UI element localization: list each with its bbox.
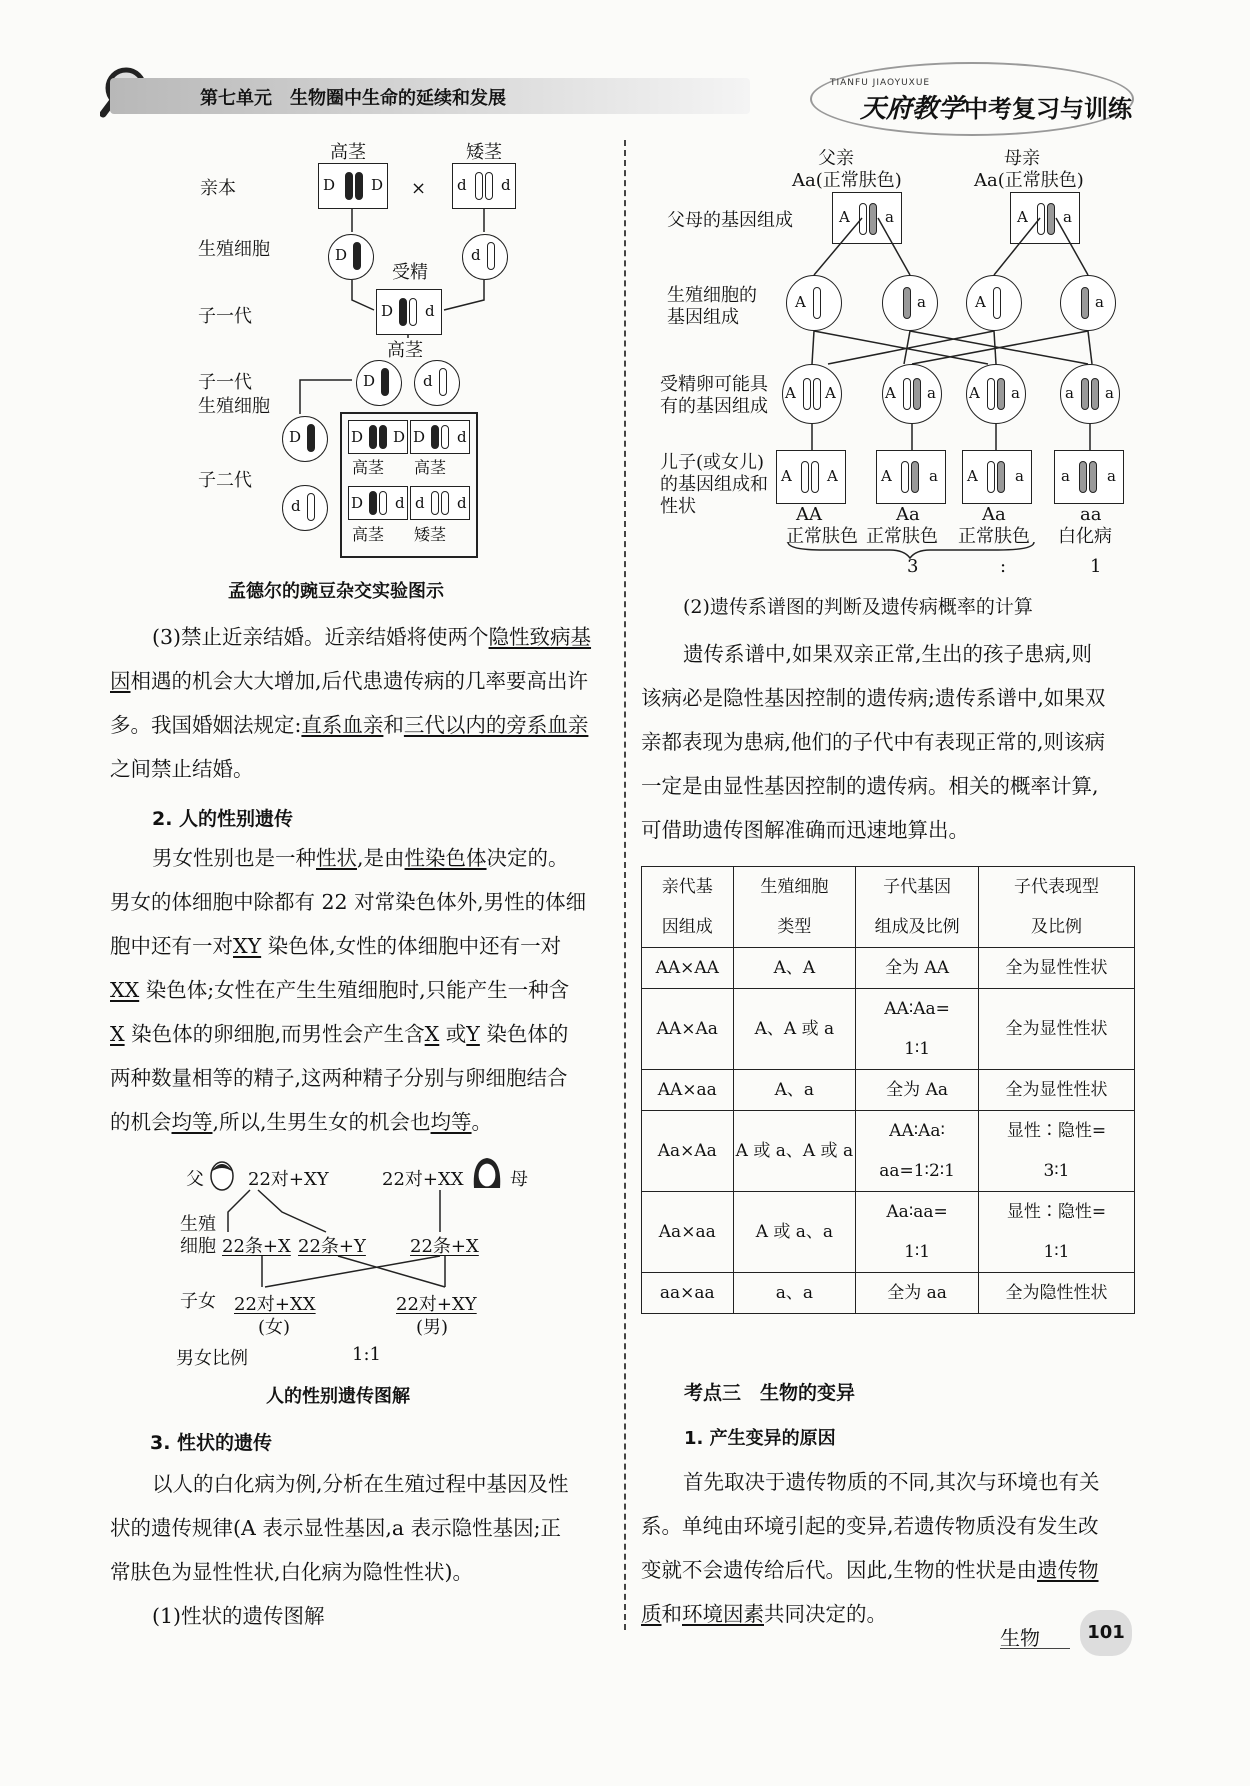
cell-line: 1∶1 [1043, 1242, 1070, 1262]
cell-line: 全为显性性状 [1005, 1080, 1108, 1100]
table-cell [856, 867, 979, 948]
gamete-A-1: A [786, 275, 842, 331]
f1-gamete-D: D [356, 360, 402, 406]
row-label-offspring-2: 的基因组成和 [660, 474, 768, 495]
offspring-Aa-1: A a [876, 450, 946, 504]
parent-short-cell: d d [452, 163, 516, 209]
ratio-colon: : [1000, 556, 1007, 577]
cell-line: AA×AA [655, 958, 719, 978]
table-cell [856, 1273, 979, 1314]
cell-line: Aa×Aa [657, 1141, 717, 1161]
label-mother: 母亲 [1004, 148, 1040, 169]
cell-line: aa=1∶2∶1 [879, 1161, 955, 1181]
table-row [642, 1070, 1135, 1111]
heading-trait-inheritance: 3. 性状的遗传 [150, 1432, 273, 1454]
f1-gamete-d: d [414, 360, 460, 406]
child-female: 22对+XX [234, 1294, 316, 1315]
table-cell [642, 1111, 734, 1192]
f2-tall-2: 高茎 [414, 458, 447, 477]
cell-line: 及比例 [1030, 917, 1082, 937]
genotype-table [641, 866, 1135, 1314]
label-f1-tall: 高茎 [387, 340, 423, 361]
cell-line: 类型 [777, 917, 812, 937]
zygote-Aa-1: A a [882, 364, 942, 424]
table-cell [978, 948, 1134, 989]
cell-line: 全为 AA [885, 958, 950, 978]
cell-line: 亲代基 [661, 877, 713, 897]
page-number: 101 [1080, 1610, 1132, 1656]
cell-line: A 或 a、A 或 a [735, 1141, 854, 1161]
table-row [642, 1111, 1135, 1192]
label-parent: 亲本 [200, 178, 236, 199]
cell-line: 因组成 [661, 917, 713, 937]
father-cell: A a [832, 192, 902, 244]
label-gamete: 生殖细胞 [198, 239, 270, 260]
table-row [642, 1192, 1135, 1273]
pheno-normal-3: 正常肤色 [958, 526, 1030, 547]
geno-aa: aa [1080, 504, 1102, 525]
label-fertilize: 受精 [392, 262, 428, 283]
label-tall: 高茎 [330, 142, 366, 163]
child-male-sex: (男) [416, 1317, 449, 1338]
cell-line: AA∶Aa= [884, 999, 950, 1019]
cell-line: AA×Aa [656, 1019, 718, 1039]
cell-line: AA×aa [657, 1080, 717, 1100]
cell-line: 3∶1 [1043, 1161, 1070, 1181]
gamete-mother-X: 22条+X [410, 1236, 479, 1257]
table-cell [642, 1273, 734, 1314]
label-children: 子女 [180, 1291, 216, 1312]
table-cell [978, 1273, 1134, 1314]
f2-gamete-d: d [282, 485, 328, 531]
label-sex-ratio: 男女比例 [176, 1348, 248, 1369]
table-cell [978, 867, 1134, 948]
table-cell [733, 948, 856, 989]
table-cell [978, 1070, 1134, 1111]
ratio-right: 1 [1090, 556, 1102, 577]
table-cell [733, 1070, 856, 1111]
table-cell [642, 867, 734, 948]
geno-Aa-1: Aa [896, 504, 920, 525]
heading-pedigree: (2)遗传系谱图的判断及遗传病概率的计算 [683, 596, 1033, 618]
para-albinism-intro: 以人的白化病为例,分析在生殖过程中基因及性 状的遗传规律(A 表示显性基因,a 表示隐性基因;正 常肤色为显性性状,白化病为隐性性状)。 (1)性状的遗传图解 [110, 1472, 569, 1628]
row-label-gametes-1: 生殖细胞的 [667, 285, 757, 306]
cell-line: 1∶1 [904, 1242, 931, 1262]
albinism-lines [624, 0, 1250, 600]
cell-line: 1∶1 [904, 1039, 931, 1059]
f2-cell-Dd-2: D d [348, 486, 408, 520]
zygote-AA: A A [782, 364, 842, 424]
cell-line: 全为显性性状 [1005, 1019, 1108, 1039]
cell-line: Aa×aa [658, 1222, 716, 1242]
f2-gamete-D: D [282, 416, 328, 462]
pheno-normal-1: 正常肤色 [786, 526, 858, 547]
cell-line: aa×aa [659, 1283, 715, 1303]
mendel-caption: 孟德尔的豌豆杂交实验图示 [228, 581, 444, 602]
cell-line: A、a [774, 1080, 815, 1100]
offspring-AA: A A [776, 450, 846, 504]
table-row [642, 989, 1135, 1070]
cell-line: 子代基因 [883, 877, 952, 897]
footer-subject: 生物 [1000, 1626, 1040, 1650]
table-cell [733, 1273, 856, 1314]
table-cell [642, 1192, 734, 1273]
mother-genotype: Aa(正常肤色) [974, 170, 1084, 191]
gamete-D: D [328, 234, 374, 280]
father-genotype: 22对+XY [248, 1169, 329, 1190]
table-cell [856, 1192, 979, 1273]
cross-sign: × [411, 178, 427, 199]
label-gamete-2: 细胞 [180, 1236, 216, 1257]
label-f1-gamete-2: 生殖细胞 [198, 396, 270, 417]
table-cell [733, 867, 856, 948]
gamete-a-1: a [882, 275, 938, 331]
geno-Aa-2: Aa [982, 504, 1006, 525]
label-father: 父 [186, 1169, 204, 1190]
cell-line: 全为显性性状 [1005, 958, 1108, 978]
cell-line: 显性∶隐性= [1006, 1121, 1107, 1141]
parent-tall-cell: D D [318, 163, 388, 209]
cell-line: 显性∶隐性= [1006, 1202, 1107, 1222]
label-gamete-1: 生殖 [180, 1214, 216, 1235]
offspring-Aa-2: A a [962, 450, 1032, 504]
label-f2: 子二代 [198, 470, 252, 491]
table-cell [856, 948, 979, 989]
table-cell [978, 1111, 1134, 1192]
row-label-zygote-1: 受精卵可能具 [660, 374, 768, 395]
brand-subtitle: TIANFU JIAOYUXUE [830, 78, 931, 88]
f2-tall-3: 高茎 [352, 525, 385, 544]
gamete-father-Y: 22条+Y [298, 1236, 366, 1257]
table-row [642, 948, 1135, 989]
table-header-row [642, 867, 1135, 948]
sex-ratio: 1:1 [352, 1344, 381, 1365]
heading-variation-cause: 1. 产生变异的原因 [684, 1428, 836, 1449]
zygote-aa: a a [1060, 364, 1120, 424]
child-female-sex: (女) [258, 1317, 291, 1338]
sex-diagram-caption: 人的性别遗传图解 [266, 1386, 410, 1407]
table-cell [642, 1070, 734, 1111]
table-cell [856, 1111, 979, 1192]
zygote-Aa-2: A a [966, 364, 1026, 424]
gamete-a-2: a [1060, 275, 1116, 331]
brand-logo: 天府教学中考复习与训练 [860, 94, 1133, 124]
f2-short: 矮茎 [414, 525, 447, 544]
table-cell [978, 989, 1134, 1070]
geno-AA: AA [796, 504, 822, 525]
cell-line: 全为隐性性状 [1005, 1283, 1108, 1303]
sex-diagram-lines [0, 0, 624, 1400]
label-father: 父亲 [818, 148, 854, 169]
para-consanguinity: (3)禁止近亲结婚。近亲结婚将使两个隐性致病基 因相遇的机会大大增加,后代患遗传病的几率要高出许 多。我国婚姻法规定:直系血亲和三代以内的旁系血亲 之间禁止结婚。 [110, 625, 592, 781]
table-cell [642, 948, 734, 989]
label-f1: 子一代 [198, 306, 252, 327]
label-short: 矮茎 [466, 142, 502, 163]
mother-cell: A a [1010, 192, 1080, 244]
cell-line: 全为 aa [887, 1283, 947, 1303]
table-cell [733, 1111, 856, 1192]
table-cell [978, 1192, 1134, 1273]
cell-line: 生殖细胞 [760, 877, 829, 897]
f2-tall-1: 高茎 [352, 458, 385, 477]
cell-line: A 或 a、a [755, 1222, 834, 1242]
f1-cell: D d [376, 289, 442, 335]
para-variation: 首先取决于遗传物质的不同,其次与环境也有关 系。单纯由环境引起的变异,若遗传物质没有发生改 变就不会遗传给后代。因此,生物的性状是由遗传物 质和环境因素共同决定的。 [641, 1470, 1100, 1626]
cell-line: AA∶Aa∶ [889, 1121, 945, 1141]
row-label-offspring-3: 性状 [660, 496, 696, 517]
cell-line: 全为 Aa [886, 1080, 948, 1100]
father-genotype: Aa(正常肤色) [792, 170, 902, 191]
para-sex-inheritance: 男女性别也是一种性状,是由性染色体决定的。 男女的体细胞中除都有 22 对常染色体外,男性的体细 胞中还有一对XY 染色体,女性的体细胞中还有一对 XX 染色体;女性在产生生殖细胞时,只能产生一种含 X 染色体的卵细胞,而男性会产生含X 或Y 染色体的 两种数量相等的精子,这两种精子分别与卵细胞结合 的机会均等,所以,生男生女的机会也均等。 [110, 846, 587, 1134]
pheno-normal-2: 正常肤色 [866, 526, 938, 547]
row-label-parents: 父母的基因组成 [667, 210, 793, 231]
cell-line: A、A 或 a [754, 1019, 835, 1039]
table-cell [856, 989, 979, 1070]
gamete-d: d [462, 234, 508, 280]
cell-line: 子代表现型 [1013, 877, 1099, 897]
table-cell [733, 989, 856, 1070]
table-cell [642, 989, 734, 1070]
offspring-aa: a a [1054, 450, 1124, 504]
f2-cell-dd: d d [410, 486, 470, 520]
row-label-offspring-1: 儿子(或女儿) [660, 452, 765, 473]
cell-line: Aa∶aa= [886, 1202, 948, 1222]
unit-title: 第七单元 生物圈中生命的延续和发展 [200, 88, 506, 109]
label-mother: 母 [510, 1169, 528, 1190]
ratio-left: 3 [907, 556, 919, 577]
pheno-albino: 白化病 [1058, 526, 1112, 547]
table-cell [856, 1070, 979, 1111]
cell-line: A、A [773, 958, 816, 978]
heading-variation: 考点三 生物的变异 [684, 1382, 856, 1404]
gamete-A-2: A [966, 275, 1022, 331]
row-label-gametes-2: 基因组成 [667, 307, 739, 328]
child-male: 22对+XY [396, 1294, 477, 1315]
para-pedigree: 遗传系谱中,如果双亲正常,生出的孩子患病,则 该病必是隐性基因控制的遗传病;遗传系谱中,如果双 亲都表现为患病,他们的子代中有表现正常的,则该病 一定是由显性基因控制的遗传病。相关的概率计算, 可借助遗传图解准确而迅速地算出。 [641, 642, 1106, 842]
f2-cell-Dd-1: D d [410, 420, 470, 454]
row-label-zygote-2: 有的基因组成 [660, 396, 768, 417]
mother-genotype: 22对+XX [382, 1169, 464, 1190]
table-cell [733, 1192, 856, 1273]
cell-line: 组成及比例 [874, 917, 960, 937]
gamete-father-X: 22条+X [222, 1236, 291, 1257]
label-f1-gamete-1: 子一代 [198, 372, 252, 393]
f2-cell-DD: D D [348, 420, 408, 454]
heading-sex-inheritance: 2. 人的性别遗传 [152, 808, 294, 830]
table-row [642, 1273, 1135, 1314]
cell-line: a、a [775, 1283, 814, 1303]
